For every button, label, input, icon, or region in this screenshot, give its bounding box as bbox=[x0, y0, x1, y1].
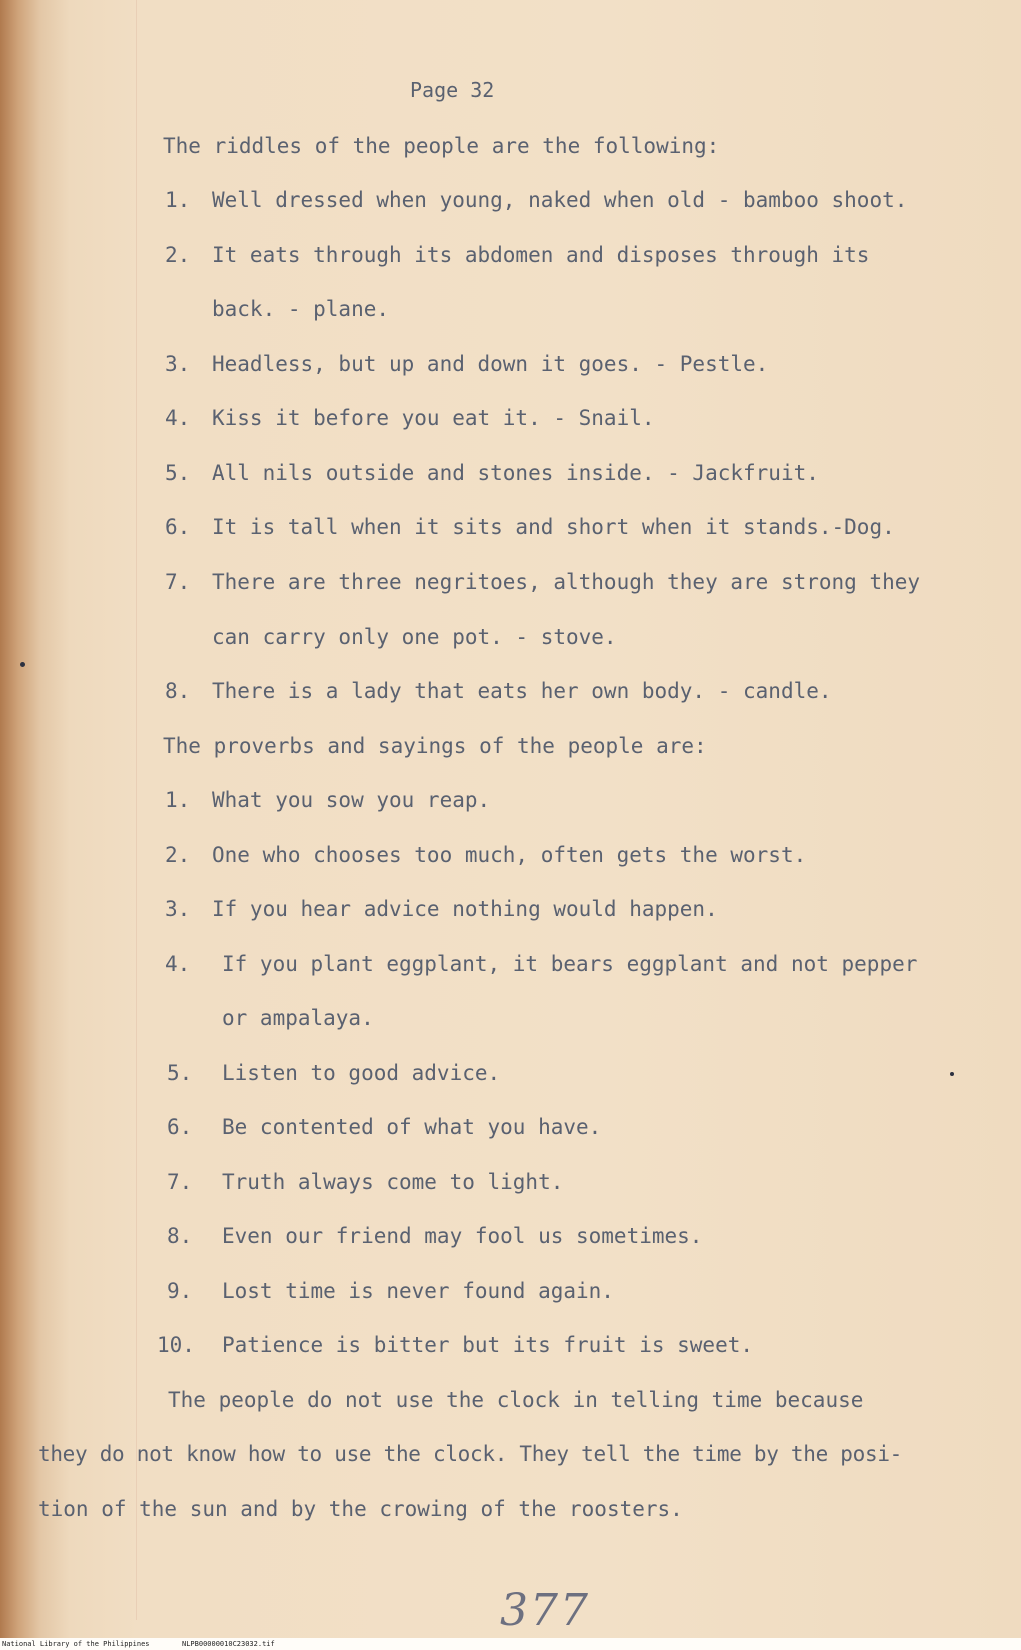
riddle-number: 6. bbox=[165, 515, 191, 539]
proverb-text: If you plant eggplant, it bears eggplant and not pepper bbox=[222, 952, 918, 976]
riddle-text: It eats through its abdomen and disposes through its bbox=[212, 243, 870, 267]
footer-library-name: National Library of the Philippines bbox=[2, 1640, 150, 1648]
proverb-number: 2. bbox=[165, 843, 191, 867]
riddle-number: 4. bbox=[165, 406, 191, 430]
proverb-text: Patience is bitter but its fruit is sweet. bbox=[222, 1333, 754, 1357]
proverb-number: 9. bbox=[167, 1279, 193, 1303]
proverb-number: 8. bbox=[167, 1224, 193, 1248]
riddle-text: There is a lady that eats her own body. - candle. bbox=[212, 679, 832, 703]
riddle-text: can carry only one pot. - stove. bbox=[212, 625, 617, 649]
proverb-text: Listen to good advice. bbox=[222, 1061, 501, 1085]
proverb-number: 4. bbox=[165, 952, 191, 976]
proverb-number: 1. bbox=[165, 788, 191, 812]
page-number: Page 32 bbox=[410, 78, 495, 102]
riddle-text: All nils outside and stones inside. - Jackfruit. bbox=[212, 461, 819, 485]
proverb-text: Be contented of what you have. bbox=[222, 1115, 602, 1139]
proverb-text: What you sow you reap. bbox=[212, 788, 491, 812]
proverb-number: 3. bbox=[165, 897, 191, 921]
paragraph-line: they do not know how to use the clock. They tell the time by the posi- bbox=[38, 1442, 903, 1466]
margin-rule bbox=[136, 0, 137, 1620]
proverb-number: 7. bbox=[167, 1170, 193, 1194]
riddle-number: 3. bbox=[165, 352, 191, 376]
riddle-number: 1. bbox=[165, 188, 191, 212]
riddle-text: There are three negritoes, although they are strong they bbox=[212, 570, 921, 594]
proverb-number: 6. bbox=[167, 1115, 193, 1139]
proverb-number: 5. bbox=[167, 1061, 193, 1085]
paragraph-line: The people do not use the clock in telling time because bbox=[168, 1388, 864, 1412]
riddle-text: Kiss it before you eat it. - Snail. bbox=[212, 406, 655, 430]
riddle-text: Headless, but up and down it goes. - Pestle. bbox=[212, 352, 769, 376]
proverb-text: or ampalaya. bbox=[222, 1006, 374, 1030]
proverb-text: If you hear advice nothing would happen. bbox=[212, 897, 718, 921]
proverb-text: Lost time is never found again. bbox=[222, 1279, 614, 1303]
paragraph-line: tion of the sun and by the crowing of the roosters. bbox=[38, 1497, 683, 1521]
riddle-number: 8. bbox=[165, 679, 191, 703]
handwritten-page-number: 377 bbox=[500, 1585, 590, 1636]
riddle-number: 5. bbox=[165, 461, 191, 485]
proverb-text: Even our friend may fool us sometimes. bbox=[222, 1224, 703, 1248]
riddle-number: 7. bbox=[165, 570, 191, 594]
ink-spot bbox=[950, 1072, 954, 1076]
riddles-intro: The riddles of the people are the following: bbox=[163, 134, 720, 158]
riddle-number: 2. bbox=[165, 243, 191, 267]
proverbs-intro: The proverbs and sayings of the people are: bbox=[163, 734, 707, 758]
proverb-number: 10. bbox=[157, 1333, 195, 1357]
proverb-text: Truth always come to light. bbox=[222, 1170, 564, 1194]
scan-footer bbox=[0, 1638, 1021, 1650]
footer-file-name: NLPB00000010C23032.tif bbox=[182, 1640, 275, 1648]
ink-spot bbox=[20, 662, 25, 667]
proverb-text: One who chooses too much, often gets the worst. bbox=[212, 843, 807, 867]
riddle-text: back. - plane. bbox=[212, 297, 390, 321]
riddle-text: Well dressed when young, naked when old - bamboo shoot. bbox=[212, 188, 908, 212]
riddle-text: It is tall when it sits and short when it stands.-Dog. bbox=[212, 515, 895, 539]
